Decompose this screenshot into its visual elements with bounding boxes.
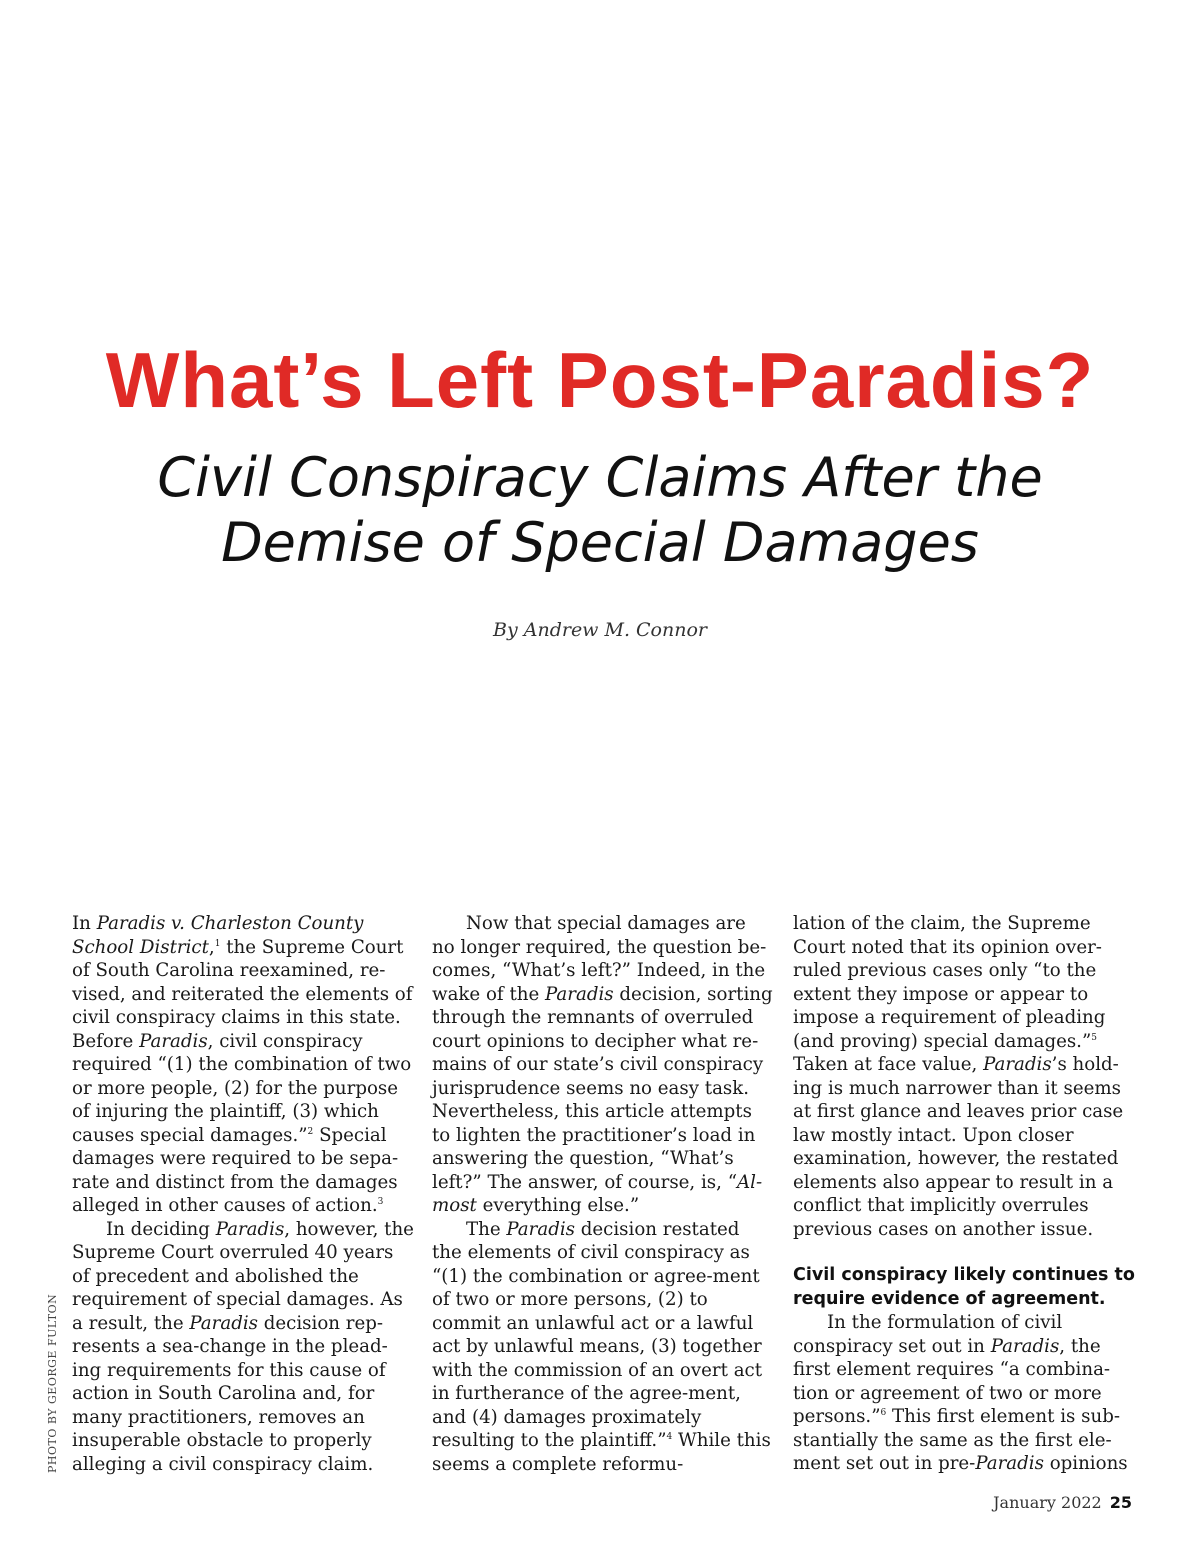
author-byline: By Andrew M. Connor [493, 619, 707, 641]
footnote-marker: 3 [377, 1197, 384, 1207]
footnote-marker: 1 [214, 938, 221, 949]
paragraph: The Paradis decision restated the elements of civil conspiracy as “(1) the combination or agree-ment of two or more persons, (2) to commit an unlawful act or a lawful act by unlawful means, (3) together with the commission of an overt act in furtherance of the agree-ment, and (4) damages proximately resulting to the plaintiff.”$^4$ While this seems a complete reformu- [432, 1218, 771, 1475]
case-citation: Paradis v. Charleston County School District [72, 913, 364, 958]
footnote-marker: 2 [307, 1126, 314, 1137]
text-column-1 [72, 912, 414, 1476]
paragraph: Now that special damages are no longer required, the question be-comes, “What’s left?” Indeed, in the wake of the Paradis decision, sorting through the remnants of overruled court opinions to decipher what re-mains of our state’s civil conspiracy jurisprudence seems no easy task. Nevertheless, this article attempts to lighten the practitioner’s load in answering the question, “What’s left?” The answer, of course, is, “Al-most everything else.” [432, 913, 773, 1216]
photo-credit: PHOTO BY GEORGE FULTON [46, 1293, 59, 1473]
footnote-marker: 4 [666, 1432, 673, 1442]
text-column-3 [793, 912, 1135, 1476]
paragraph: In Paradis v. Charleston County School District,$^1$ the Supreme Court of South Carolina reexamined, re-vised, and reiterated the elements of civil conspiracy claims in this state. Before Paradis, civil conspiracy required “(1) the combination of two or more people, (2) for the purpose of injuring the plaintiff, (3) which causes special damages.”$^2$ Special damages were required to be sepa-rate and distinct from the damages alleged in other causes of action.$^3$ [72, 913, 413, 1216]
subtitle-line-2: Demise of Special Damages [221, 510, 979, 574]
paragraph: In the formulation of civil conspiracy set out in Paradis, the first element requires “a combina-tion or agreement of two or more persons.”$^6$ This first element is sub-stantially the same as the first ele-ment set out in pre-Paradis opinions [793, 1312, 1128, 1474]
text-column-2 [432, 912, 774, 1476]
page-footer [993, 1493, 1132, 1512]
footnote-marker: 6 [880, 1408, 887, 1418]
paragraph: In deciding Paradis, however, the Supreme Court overruled 40 years of precedent and abolished the requirement of special damages. As a result, the Paradis decision rep-resents a sea-change in the plead-ing requirements for this cause of action in South Carolina and, for many practitioners, removes an insuperable obstacle to properly alleging a civil conspiracy claim. [72, 1218, 414, 1475]
issue-date: January 2022 [993, 1493, 1102, 1512]
paragraph: lation of the claim, the Supreme Court noted that its opinion over-ruled previous cases only “to the extent they impose or appear to impose a requirement of pleading (and proving) special damages.”$^5$ Taken at face value, Paradis’s hold-ing is much narrower than it seems at first glance and leaves prior case law mostly intact. Upon closer examination, however, the restated elements also appear to result in a conflict that implicitly overrules previous cases on another issue. [793, 913, 1124, 1240]
page-number: 25 [1109, 1493, 1132, 1512]
section-heading: Civil conspiracy likely continues to require evidence of agreement. [793, 1265, 1135, 1309]
footnote-marker: 5 [1091, 1032, 1097, 1043]
subtitle-line-1: Civil Conspiracy Claims After the [157, 446, 1043, 509]
article-title: What’s Left Post-Paradis? [105, 336, 1095, 424]
article-subtitle [0, 446, 1200, 576]
